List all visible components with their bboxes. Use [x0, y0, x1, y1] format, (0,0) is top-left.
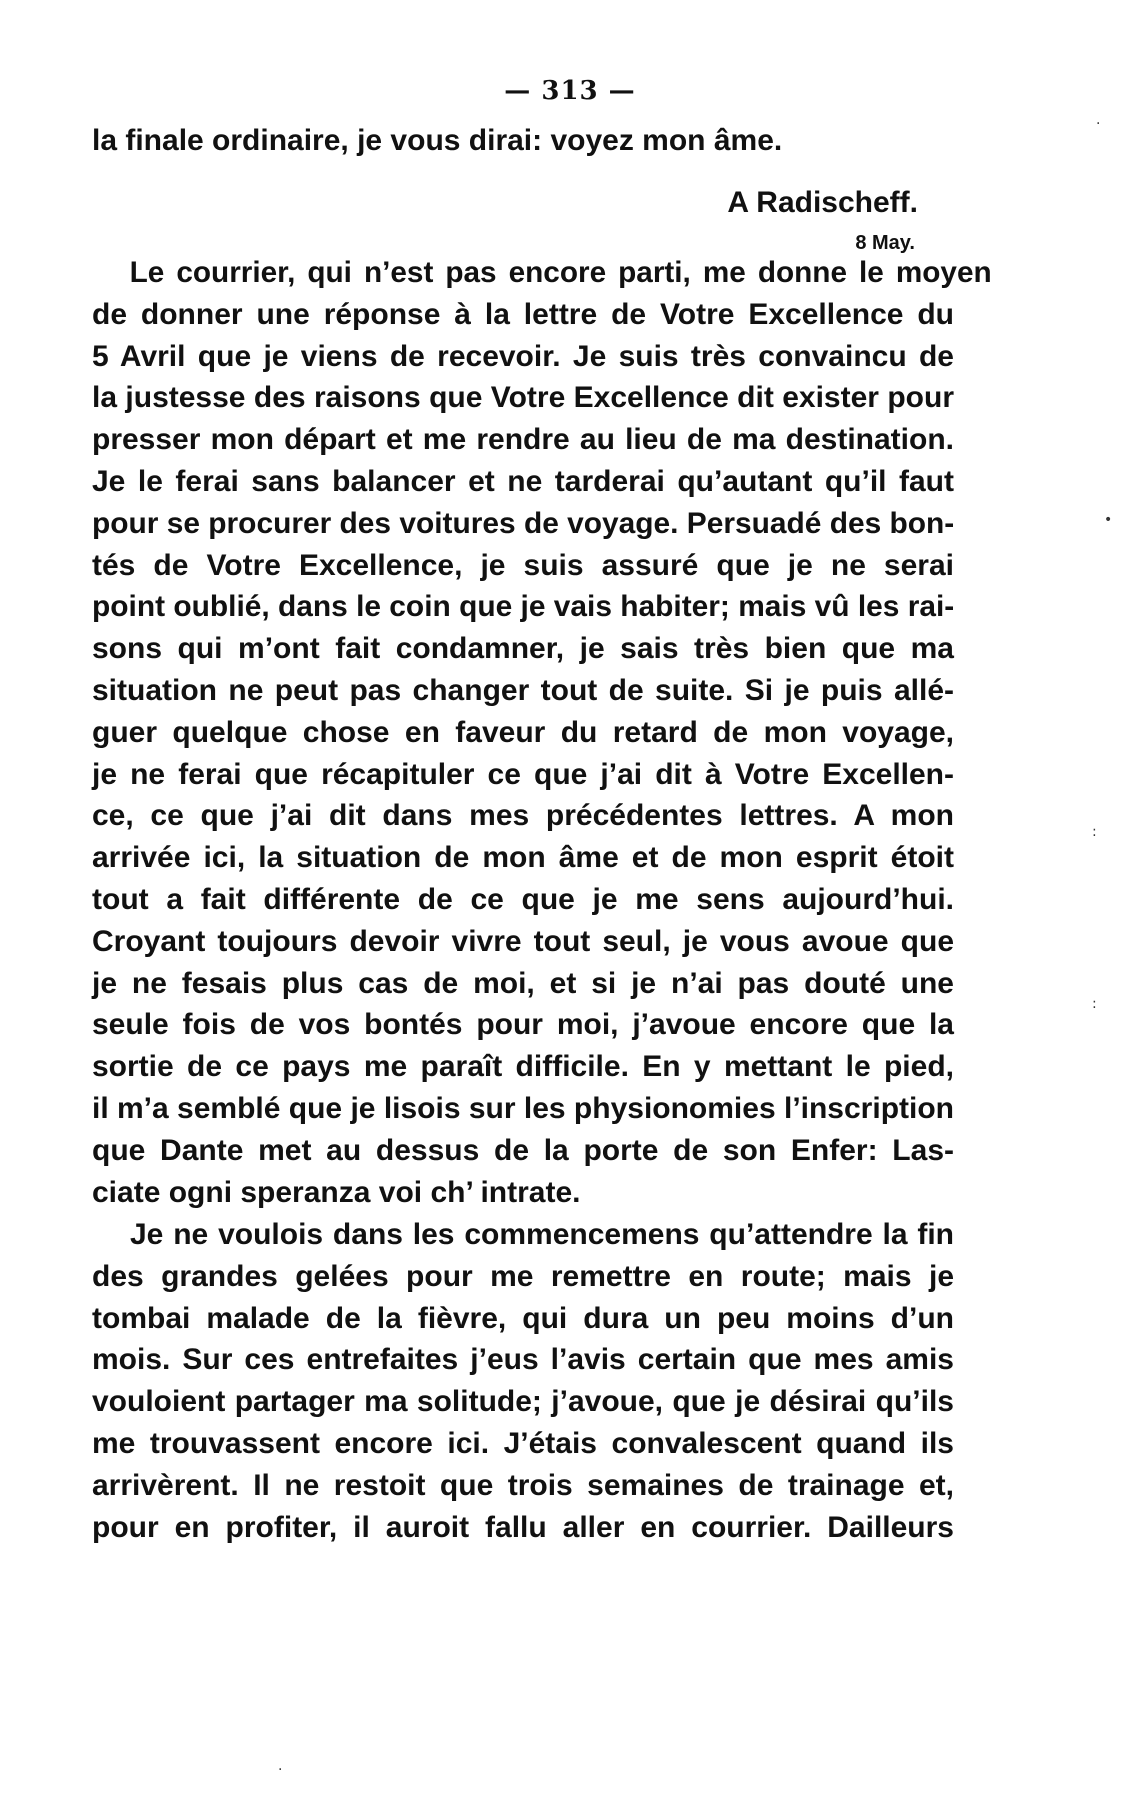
- text-line: mois. Sur ces entrefaites j’eus l’avis certain que mes amis: [92, 1343, 954, 1377]
- opening-line: la finale ordinaire, je vous dirai: voyez mon âme.: [92, 124, 783, 157]
- text-line: situation ne peut pas changer tout de suite. Si je puis allé-: [92, 673, 954, 707]
- text-line: point oublié, dans le coin que je vais habiter; mais vû les rai-: [92, 590, 955, 624]
- text-line: 5 Avril que je viens de recevoir. Je suis très convaincu de: [92, 339, 954, 373]
- text-line: Je ne voulois dans les commencemens qu’attendre la fin: [130, 1218, 954, 1251]
- text-line: seule fois de vos bontés pour moi, j’avoue encore que la: [92, 1008, 954, 1042]
- paragraph-1: [92, 252, 992, 1213]
- text-line: arrivée ici, la situation de mon âme et de mon esprit étoit: [92, 841, 954, 875]
- text-line: pour se procurer des voitures de voyage. Persuadé des bon-: [92, 506, 955, 540]
- page-number: — 313 —: [504, 76, 636, 106]
- text-line: Croyant toujours devoir vivre tout seul, je vous avoue que: [92, 924, 954, 958]
- margin-bullet-mark: •: [1104, 512, 1113, 528]
- text-line: tout a fait différente de ce que je me sens aujourd’hui.: [92, 882, 954, 916]
- text-line: ce, ce que j’ai dit dans mes précédentes lettres. A mon: [92, 799, 954, 833]
- paragraph-2: [92, 1214, 954, 1548]
- text-line: vouloient partager ma solitude; j’avoue, que je désirai qu’ils: [92, 1385, 954, 1419]
- text-line: des grandes gelées pour me remettre en route; mais je: [92, 1259, 954, 1293]
- text-line: je ne ferai que récapituler ce que j’ai dit à Votre Excellen-: [92, 757, 954, 791]
- text-line: tombai malade de la fièvre, qui dura un peu moins d’un: [92, 1301, 954, 1335]
- text-line: que Dante met au dessus de la porte de son Enfer: Las-: [92, 1133, 954, 1167]
- text-line: me trouvassent encore ici. J’étais convalescent quand ils: [92, 1426, 954, 1460]
- text-line: presser mon départ et me rendre au lieu de ma destination.: [92, 423, 954, 457]
- text-line: guer quelque chose en faveur du retard de mon voyage,: [92, 715, 954, 749]
- text-line: tés de Votre Excellence, je suis assuré que je ne serai: [92, 548, 954, 582]
- text-line: Je le ferai sans balancer et ne tarderai qu’autant qu’il faut: [92, 464, 954, 498]
- text-line: Le courrier, qui n’est pas encore parti, me donne le moyen: [129, 256, 992, 289]
- date-line: 8 May.: [855, 232, 915, 254]
- text-line: de donner une réponse à la lettre de Votre Excellence du: [92, 297, 954, 331]
- margin-colon-mark: :: [1092, 824, 1097, 840]
- text-line: sortie de ce pays me paraît difficile. En y mettant le pied,: [92, 1050, 954, 1084]
- text-line: sons qui m’ont fait condamner, je sais très bien que ma: [92, 632, 954, 666]
- text-line: la justesse des raisons que Votre Excellence dit exister pour: [92, 381, 954, 415]
- margin-dot-mark: ·: [278, 1762, 283, 1778]
- signature: A Radischeff.: [727, 186, 918, 219]
- opening-line-block: [92, 120, 954, 162]
- margin-dot-mark: ·: [1096, 116, 1101, 132]
- text-line: arrivèrent. Il ne restoit que trois semaines de trainage et,: [92, 1468, 954, 1502]
- text-line: pour en profiter, il auroit fallu aller en courrier. Dailleurs: [92, 1510, 954, 1544]
- text-line: il m’a semblé que je lisois sur les physionomies l’inscription: [92, 1091, 954, 1125]
- margin-colon-mark: :: [1092, 996, 1097, 1012]
- text-line: je ne fesais plus cas de moi, et si je n’ai pas douté une: [92, 966, 954, 1000]
- text-line: ciate ogni speranza voi ch’ intrate.: [92, 1175, 581, 1209]
